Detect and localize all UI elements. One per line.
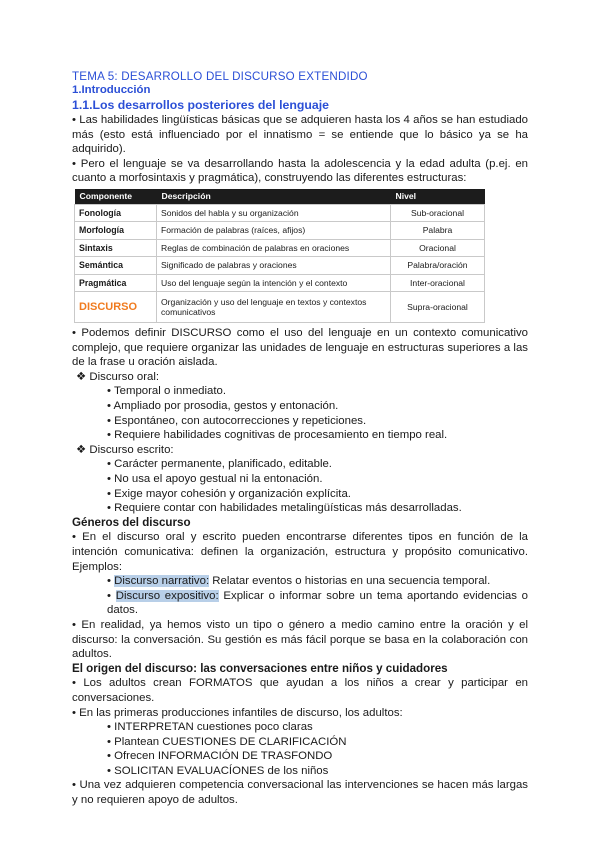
list-item: • Plantean CUESTIONES DE CLARIFICACIÓN bbox=[107, 735, 528, 750]
table-cell: Palabra/oración bbox=[391, 257, 485, 275]
escrito-list bbox=[72, 457, 528, 515]
intro-heading: 1.Introducción bbox=[72, 84, 151, 96]
table-header-row bbox=[75, 189, 485, 204]
list-item: • Ampliado por prosodia, gestos y entonación. bbox=[107, 399, 528, 414]
paragraph: • En las primeras producciones infantiles de discurso, los adultos: bbox=[72, 706, 528, 721]
document-page bbox=[72, 70, 528, 808]
table-cell: Formación de palabras (raíces, afijos) bbox=[157, 222, 391, 240]
list-item: • No usa el apoyo gestual ni la entonación. bbox=[107, 472, 528, 487]
diamond-icon: ❖ bbox=[76, 370, 87, 383]
list-item: • Espontáneo, con autocorrecciones y repeticiones. bbox=[107, 414, 528, 429]
paragraph: • En realidad, ya hemos visto un tipo o género a medio camino entre la oración y el discurso: la conversación. Su gestión es más fácil porque se basa en la colaboración con adultos. bbox=[72, 618, 528, 662]
table-row bbox=[75, 239, 485, 257]
topic-title: TEMA 5: DESARROLLO DEL DISCURSO EXTENDIDO bbox=[72, 70, 368, 83]
paragraph: • Una vez adquieren competencia conversacional las intervenciones se hacen más largas y no requieren apoyo de adultos. bbox=[72, 778, 528, 807]
adultos-list bbox=[72, 720, 528, 778]
highlighted-term: Discurso expositivo: bbox=[115, 589, 219, 602]
column-header: Componente bbox=[75, 189, 157, 204]
oral-list bbox=[72, 384, 528, 442]
table-cell: DISCURSO bbox=[75, 292, 157, 323]
table-cell: Semántica bbox=[75, 257, 157, 275]
paragraph: • Las habilidades lingüísticas básicas que se adquieren hasta los 4 años se han estudiado más (esto está influenciado por el innatismo = se entiende que lo básico ya se ha adquirido). bbox=[72, 113, 528, 157]
table-cell: Uso del lenguaje según la intención y el contexto bbox=[157, 274, 391, 292]
table-cell: Supra-oracional bbox=[391, 292, 485, 323]
generos-list bbox=[72, 574, 528, 618]
table-cell: Morfología bbox=[75, 222, 157, 240]
paragraph: • Podemos definir DISCURSO como el uso del lenguaje en un contexto comunicativo complejo, que requiere organizar las unidades de lenguaje en estructuras superiores a las de la frase u oración aislada. bbox=[72, 326, 528, 370]
table-cell: Inter-oracional bbox=[391, 274, 485, 292]
escrito-heading bbox=[72, 443, 528, 458]
components-table bbox=[74, 189, 485, 323]
escrito-label: Discurso escrito: bbox=[89, 443, 174, 456]
list-item: • SOLICITAN EVALUACÍONES de los niños bbox=[107, 764, 528, 779]
list-item: • INTERPRETAN cuestiones poco claras bbox=[107, 720, 528, 735]
list-item: • Temporal o inmediato. bbox=[107, 384, 528, 399]
table-cell: Sub-oracional bbox=[391, 204, 485, 222]
origen-heading: El origen del discurso: las conversaciones entre niños y cuidadores bbox=[72, 661, 448, 675]
subsection-heading: 1.1.Los desarrollos posteriores del lenguaje bbox=[72, 98, 329, 112]
table-cell: Sonidos del habla y su organización bbox=[157, 204, 391, 222]
table-row bbox=[75, 292, 485, 323]
list-item-text: Explicar o informar sobre un tema aportando evidencias o datos. bbox=[107, 589, 528, 617]
column-header: Nivel bbox=[391, 189, 485, 204]
paragraph: • Los adultos crean FORMATOS que ayudan a los niños a crear y participar en conversaciones. bbox=[72, 676, 528, 705]
table-cell: Reglas de combinación de palabras en oraciones bbox=[157, 239, 391, 257]
highlighted-term: Discurso narrativo: bbox=[114, 575, 210, 588]
table-cell: Organización y uso del lenguaje en textos y contextos comunicativos bbox=[157, 292, 391, 323]
column-header: Descripción bbox=[157, 189, 391, 204]
table-row bbox=[75, 204, 485, 222]
list-item bbox=[107, 589, 528, 618]
paragraph: • En el discurso oral y escrito pueden encontrarse diferentes tipos en función de la intención comunicativa: definen la organización, estructura y propósito comunicativo. Ejemplos: bbox=[72, 530, 528, 574]
paragraph: • Pero el lenguaje se va desarrollando hasta la adolescencia y la edad adulta (p.ej. en cuanto a morfosintaxis y pragmática), construyendo las diferentes estructuras: bbox=[72, 157, 528, 186]
table-row bbox=[75, 222, 485, 240]
table-row bbox=[75, 274, 485, 292]
oral-label: Discurso oral: bbox=[89, 370, 160, 383]
list-item: • Ofrecen INFORMACIÓN DE TRASFONDO bbox=[107, 749, 528, 764]
table-cell: Sintaxis bbox=[75, 239, 157, 257]
list-item: • Exige mayor cohesión y organización explícita. bbox=[107, 487, 528, 502]
table-cell: Oracional bbox=[391, 239, 485, 257]
generos-heading: Géneros del discurso bbox=[72, 515, 191, 529]
list-item-text: Relatar eventos o historias en una secuencia temporal. bbox=[209, 575, 491, 588]
table-cell: Significado de palabras y oraciones bbox=[157, 257, 391, 275]
list-item bbox=[107, 574, 528, 589]
diamond-icon: ❖ bbox=[76, 443, 87, 456]
list-item: • Requiere contar con habilidades metalingüísticas más desarrolladas. bbox=[107, 501, 528, 516]
oral-heading bbox=[72, 370, 528, 385]
list-item: • Requiere habilidades cognitivas de procesamiento en tiempo real. bbox=[107, 428, 528, 443]
table-cell: Pragmática bbox=[75, 274, 157, 292]
table-cell: Palabra bbox=[391, 222, 485, 240]
table-cell: Fonología bbox=[75, 204, 157, 222]
table-row bbox=[75, 257, 485, 275]
list-item: • Carácter permanente, planificado, editable. bbox=[107, 457, 528, 472]
